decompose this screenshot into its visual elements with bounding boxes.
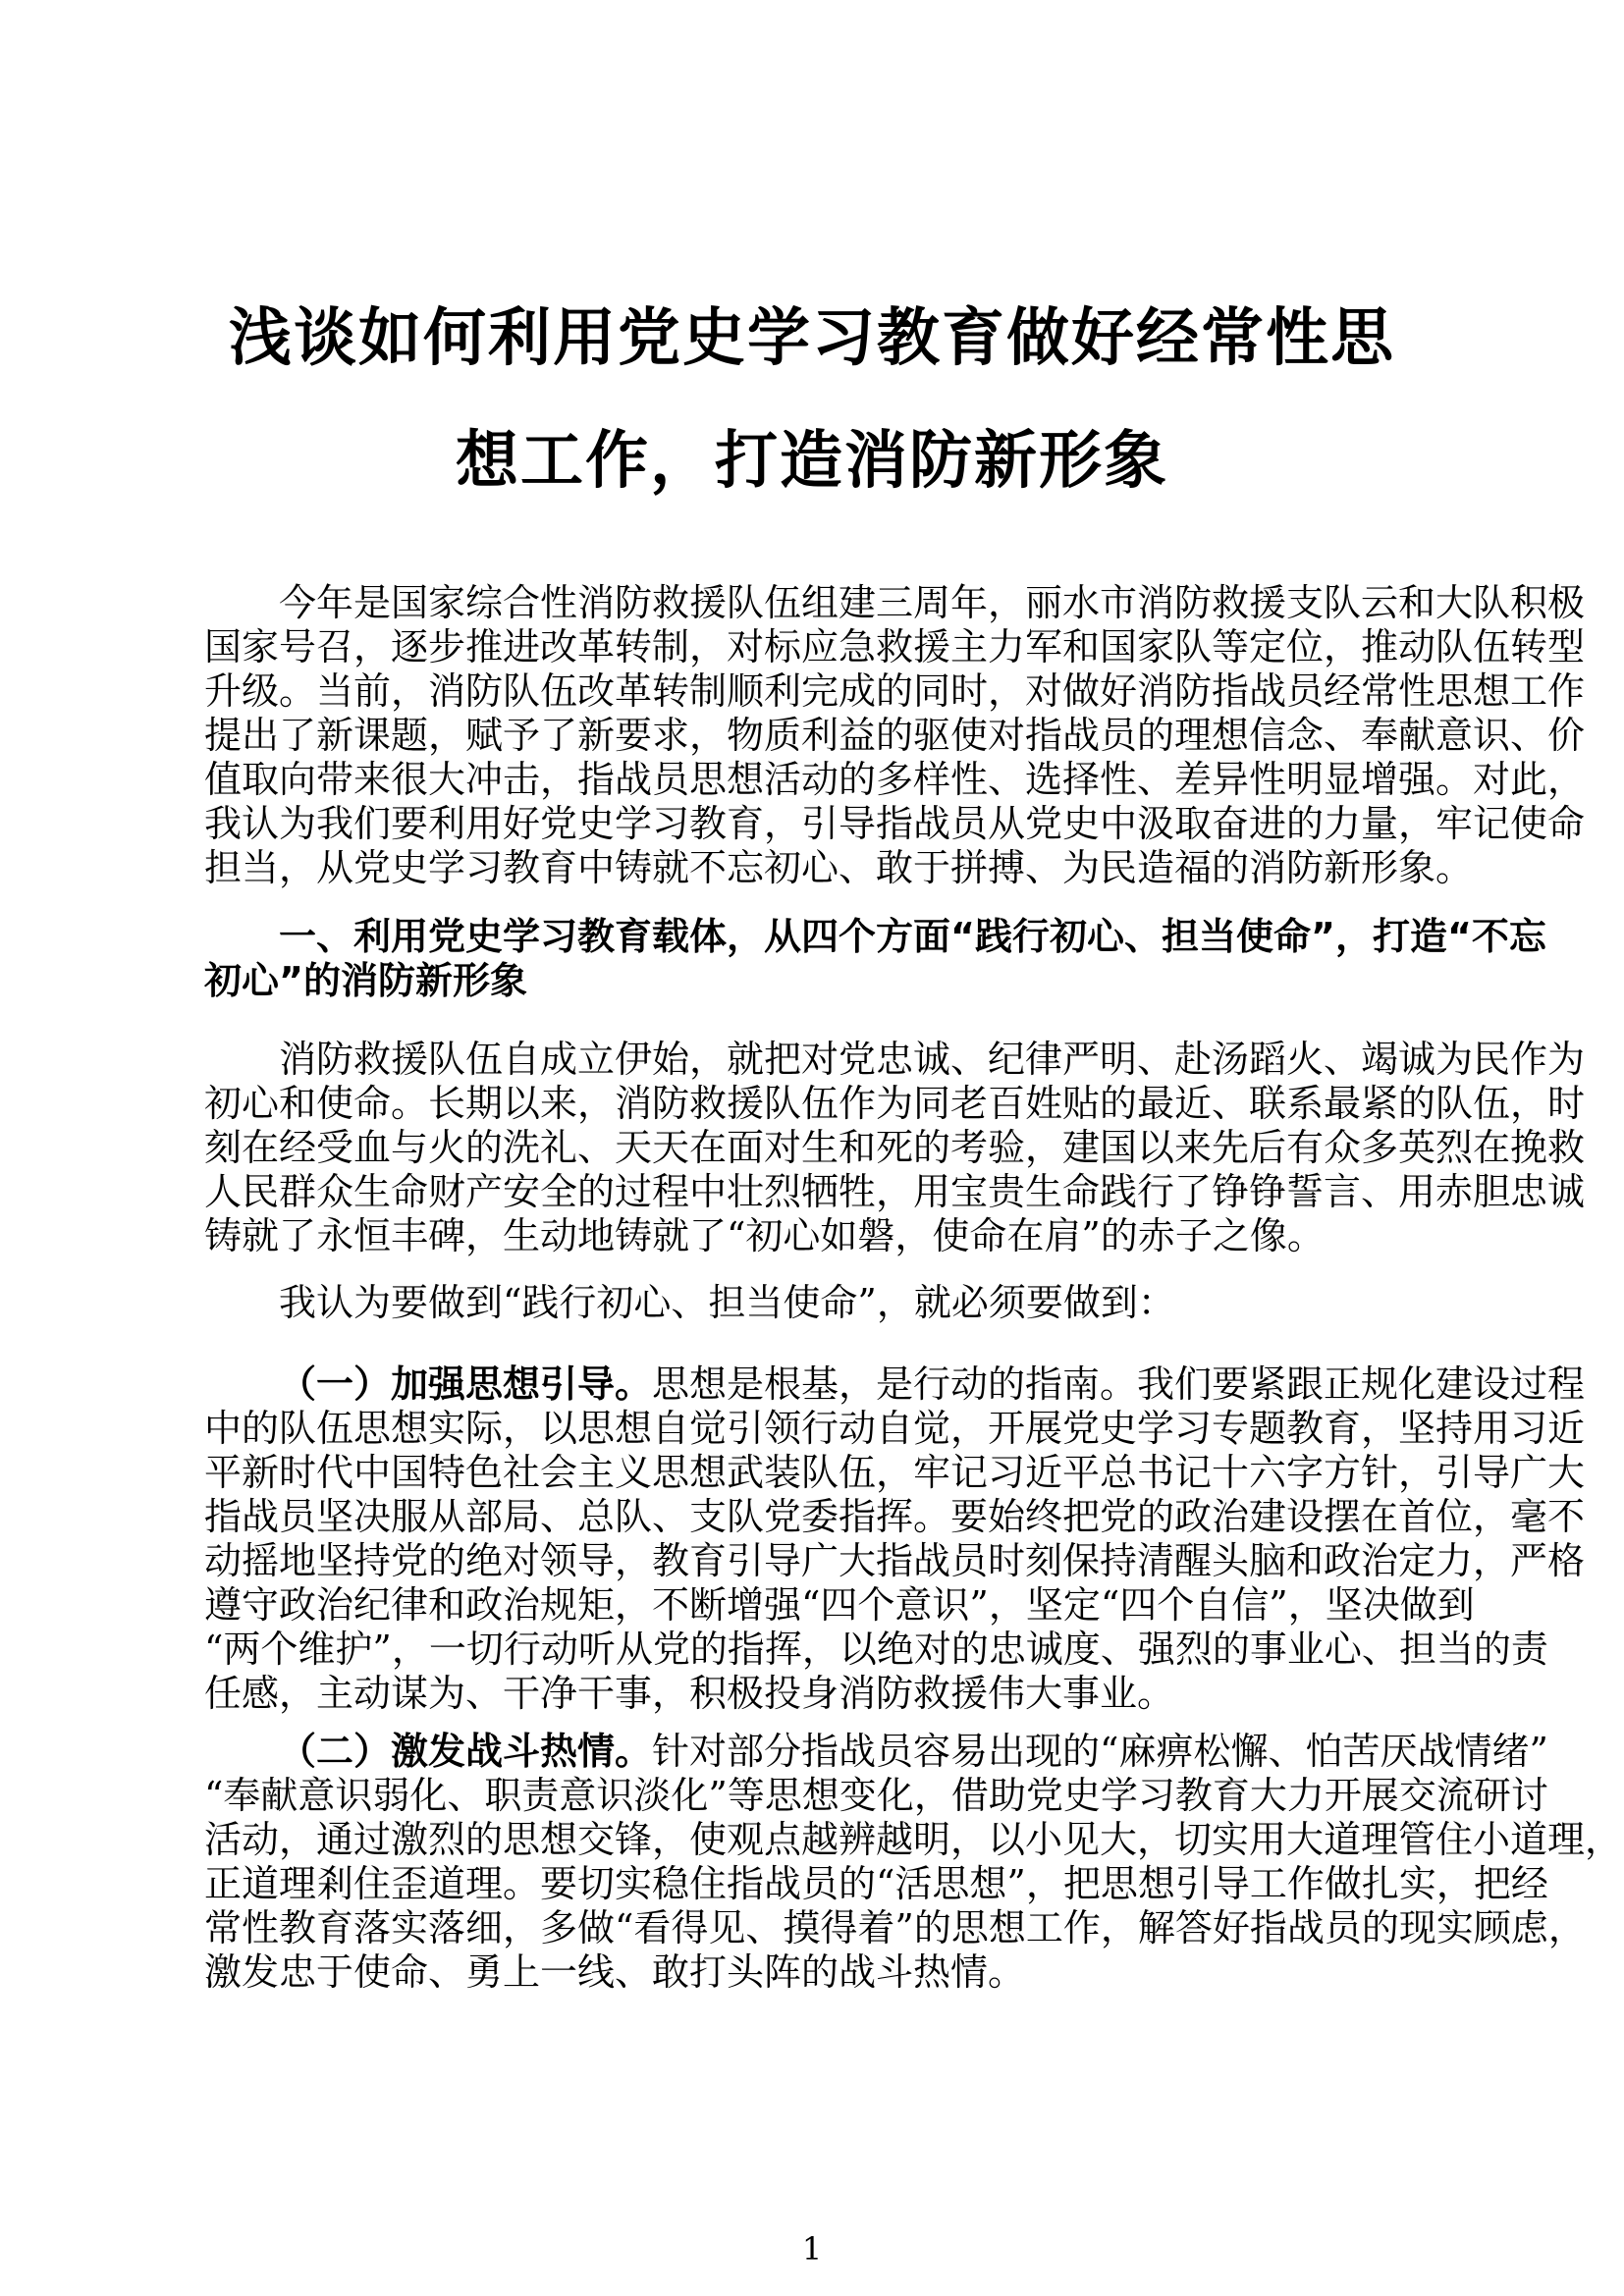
item-1-paragraph <box>204 1362 1586 1716</box>
text-line: 活动，通过激烈的思想交锋，使观点越辨越明，以小见大，切实用大道理管住小道理， <box>204 1818 1623 1861</box>
text-line: 一、利用党史学习教育载体，从四个方面“践行初心、担当使命”，打造“不忘 <box>279 915 1546 958</box>
item-2-paragraph <box>204 1730 1623 1995</box>
section-1-heading <box>204 915 1546 1003</box>
text-line: 今年是国家综合性消防救援队伍组建三周年，丽水市消防救援支队云和大队积极 <box>279 581 1586 624</box>
text-line: “奉献意识弱化、职责意识淡化”等思想变化，借助党史学习教育大力开展交流研讨 <box>204 1774 1548 1817</box>
text-line: 我认为我们要利用好党史学习教育，引导指战员从党史中汲取奋进的力量，牢记使命 <box>204 802 1586 845</box>
document-title-line-2: 想工作，打造消防新形象 <box>456 425 1168 498</box>
text-line: 人民群众生命财产安全的过程中壮烈牺牲，用宝贵生命践行了铮铮誓言、用赤胆忠诚 <box>204 1170 1586 1213</box>
text-line: 我认为要做到“践行初心、担当使命”，就必须要做到： <box>279 1281 1175 1324</box>
text-line: 平新时代中国特色社会主义思想武装队伍，牢记习近平总书记十六字方针，引导广大 <box>204 1451 1586 1494</box>
text-line: 任感，主动谋为、干净干事，积极投身消防救援伟大事业。 <box>204 1672 1175 1715</box>
text-line: “两个维护”，一切行动听从党的指挥，以绝对的忠诚度、强烈的事业心、担当的责 <box>204 1628 1548 1671</box>
text-line: 指战员坚决服从部局、总队、支队党委指挥。要始终把党的政治建设摆在首位，毫不 <box>204 1495 1586 1538</box>
text-line: 提出了新课题，赋予了新要求，物质利益的驱使对指战员的理想信念、奉献意识、价 <box>204 714 1586 757</box>
text-line: 铸就了永恒丰碑，生动地铸就了“初心如磐，使命在肩”的赤子之像。 <box>204 1214 1325 1257</box>
text-line: 正道理剎住歪道理。要切实稳住指战员的“活思想”，把思想引导工作做扎实，把经 <box>204 1862 1548 1905</box>
text-line: 常性教育落实落细，多做“看得见、摸得着”的思想工作，解答好指战员的现实顾虑， <box>204 1906 1586 1949</box>
page-number: 1 <box>801 2230 823 2268</box>
text-line: 初心”的消防新形象 <box>204 959 527 1002</box>
item-2-heading: （二）激发战斗热情。 <box>279 1730 653 1773</box>
text-line: 升级。当前，消防队伍改革转制顺利完成的同时，对做好消防指战员经常性思想工作 <box>204 669 1586 713</box>
text-line <box>204 1362 1586 1407</box>
text-line: 动摇地坚持党的绝对领导，教育引导广大指战员时刻保持清醒头脑和政治定力，严格 <box>204 1539 1586 1582</box>
text-line: 中的队伍思想实际，以思想自觉引领行动自觉，开展党史学习专题教育，坚持用习近 <box>204 1407 1586 1450</box>
text-line: 担当，从党史学习教育中铸就不忘初心、敢于拼搏、为民造福的消防新形象。 <box>204 846 1474 889</box>
text-line <box>204 1730 1548 1774</box>
item-2-text: 针对部分指战员容易出现的“麻痹松懈、怕苦厌战情绪” <box>652 1730 1548 1773</box>
item-1-heading: （一）加强思想引导。 <box>279 1362 653 1406</box>
item-1-text: 思想是根基，是行动的指南。我们要紧跟正规化建设过程 <box>652 1362 1586 1406</box>
intro-paragraph <box>204 581 1586 890</box>
paragraph-3 <box>204 1281 1426 1325</box>
text-line: 消防救援队伍自成立伊始，就把对党忠诚、纪律严明、赴汤蹈火、竭诚为民作为 <box>279 1038 1586 1081</box>
text-line: 初心和使命。长期以来，消防救援队伍作为同老百姓贴的最近、联系最紧的队伍，时 <box>204 1082 1586 1125</box>
text-line: 值取向带来很大冲击，指战员思想活动的多样性、选择性、差异性明显增强。对此， <box>204 758 1586 801</box>
text-line: 刻在经受血与火的洗礼、天天在面对生和死的考验，建国以来先后有众多英烈在挽救 <box>204 1126 1586 1169</box>
document-title-line-1: 浅谈如何利用党史学习教育做好经常性思 <box>229 302 1395 375</box>
text-line: 遵守政治纪律和政治规矩，不断增强“四个意识”，坚定“四个自信”，坚决做到 <box>204 1583 1475 1627</box>
paragraph-2 <box>204 1038 1586 1258</box>
text-line: 国家号召，逐步推进改革转制，对标应急救援主力军和国家队等定位，推动队伍转型 <box>204 625 1586 668</box>
text-line: 激发忠于使命、勇上一线、敢打头阵的战斗热情。 <box>204 1950 1026 1994</box>
